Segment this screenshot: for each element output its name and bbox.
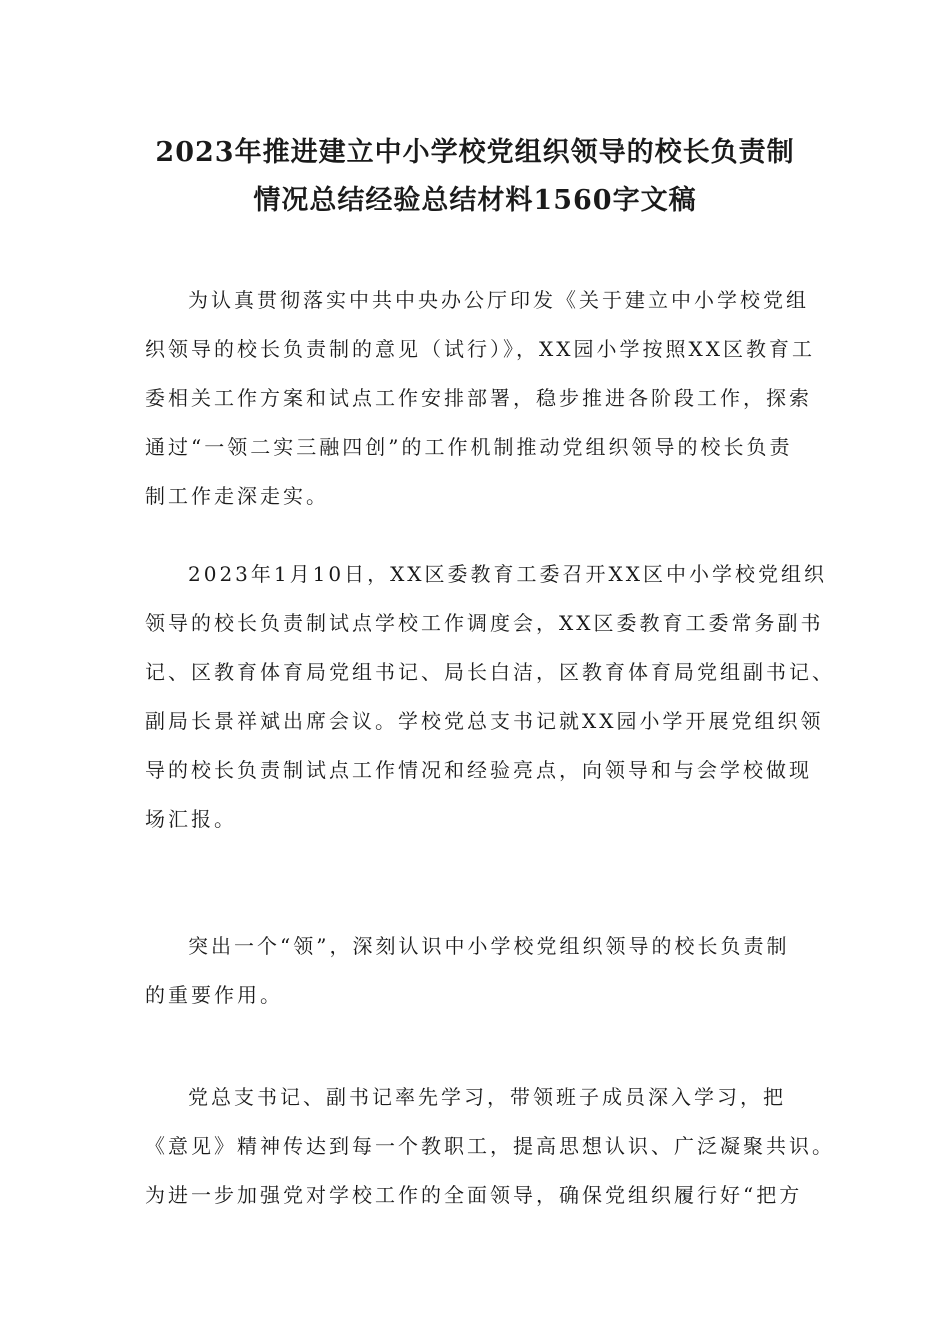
paragraph-line: 记、区教育体育局党组书记、局长白洁，区教育体育局党组副书记、 xyxy=(145,660,835,684)
paragraph-line: 党总支书记、副书记率先学习，带领班子成员深入学习，把 xyxy=(188,1085,786,1109)
document-title-line-1: 2023年推进建立中小学校党组织领导的校长负责制 xyxy=(155,137,795,168)
paragraph-line: 导的校长负责制试点工作情况和经验亮点，向领导和与会学校做现 xyxy=(145,758,812,782)
paragraph-line: 领导的校长负责制试点学校工作调度会，XX区委教育工委常务副书 xyxy=(145,611,824,635)
paragraph-line: 2023年1月10日，XX区委教育工委召开XX区中小学校党组织 xyxy=(188,562,828,586)
paragraph-line: 为认真贯彻落实中共中央办公厅印发《关于建立中小学校党组 xyxy=(188,288,809,312)
paragraph-line: 的重要作用。 xyxy=(145,983,283,1007)
paragraph-2 xyxy=(145,550,845,844)
paragraph-line: 《意见》精神传达到每一个教职工，提高思想认识、广泛凝聚共识。 xyxy=(145,1134,835,1158)
paragraph-line: 为进一步加强党对学校工作的全面领导，确保党组织履行好“把方 xyxy=(145,1183,803,1207)
document-title-line-2: 情况总结经验总结材料1560字文稿 xyxy=(253,185,697,216)
paragraph-3 xyxy=(145,922,845,1020)
paragraph-line: 副局长景祥斌出席会议。学校党总支书记就XX园小学开展党组织领 xyxy=(145,709,824,733)
paragraph-line: 场汇报。 xyxy=(145,807,237,831)
paragraph-line: 通过“一领二实三融四创”的工作机制推动党组织领导的校长负责 xyxy=(145,435,793,459)
paragraph-line: 制工作走深走实。 xyxy=(145,484,329,508)
paragraph-4 xyxy=(145,1073,845,1220)
paragraph-line: 突出一个“领”，深刻认识中小学校党组织领导的校长负责制 xyxy=(188,934,790,958)
paragraph-line: 委相关工作方案和试点工作安排部署，稳步推进各阶段工作，探索 xyxy=(145,386,812,410)
paragraph-line: 织领导的校长负责制的意见（试行）》，XX园小学按照XX区教育工 xyxy=(145,337,815,361)
paragraph-1 xyxy=(145,276,845,521)
